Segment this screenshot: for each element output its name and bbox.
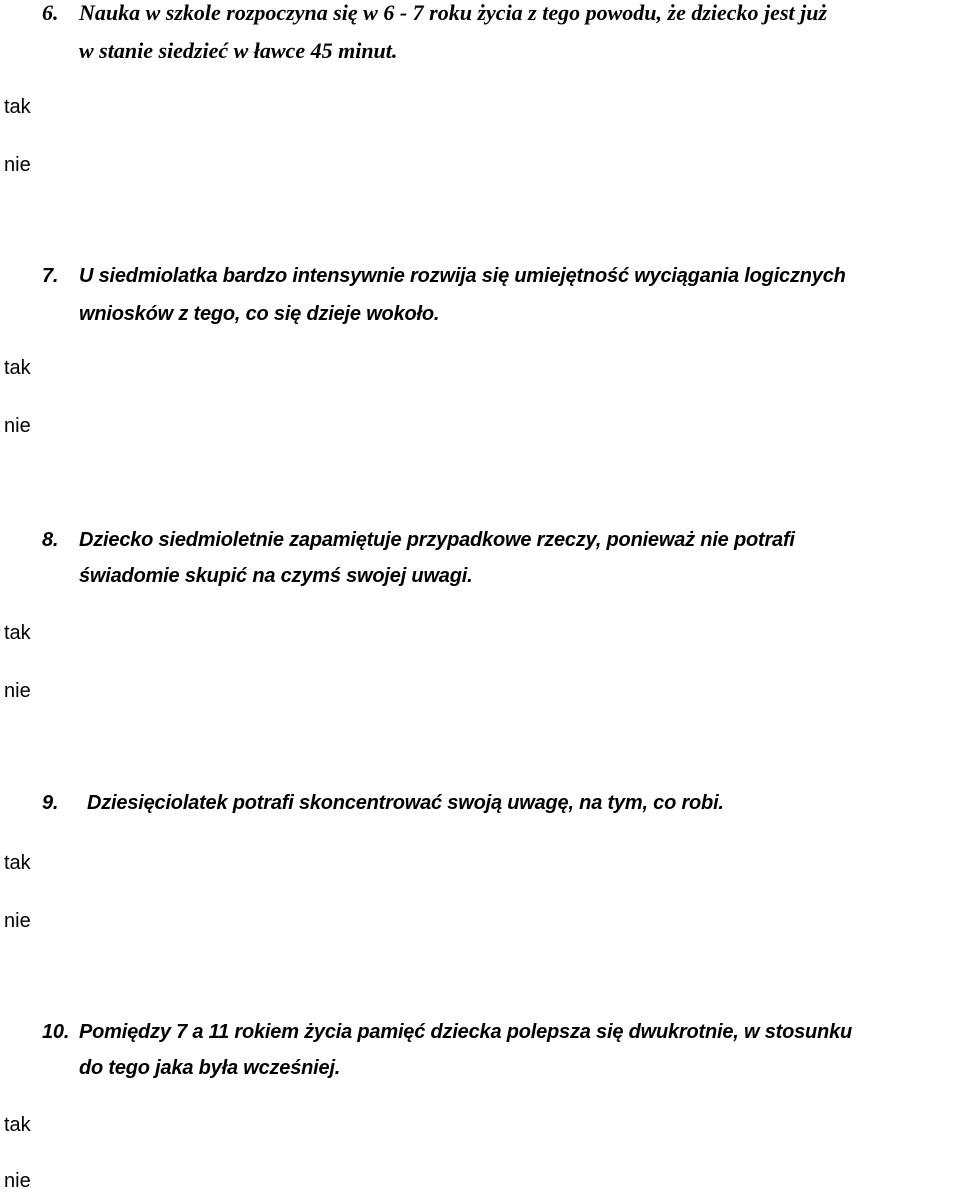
answer-yes[interactable]: tak bbox=[4, 852, 31, 874]
answer-no[interactable]: nie bbox=[4, 154, 31, 176]
question-number: 9. bbox=[42, 792, 59, 814]
question-text-line-1: Dziesięciolatek potrafi skoncentrować swoją uwagę, na tym, co robi. bbox=[87, 792, 724, 814]
question-text-line-1: Pomiędzy 7 a 11 rokiem życia pamięć dziecka polepsza się dwukrotnie, w stosunku bbox=[79, 1021, 853, 1043]
question-7 bbox=[42, 257, 952, 333]
question-10 bbox=[42, 1014, 952, 1086]
question-text-line-1: U siedmiolatka bardzo intensywnie rozwija się umiejętność wyciągania logicznych bbox=[79, 265, 846, 287]
answer-no[interactable]: nie bbox=[4, 415, 31, 437]
question-number: 10. bbox=[42, 1021, 70, 1043]
question-number: 6. bbox=[42, 0, 59, 25]
question-text-line-1: Nauka w szkole rozpoczyna się w 6 - 7 roku życia z tego powodu, że dziecko jest już bbox=[79, 0, 828, 25]
question-8 bbox=[42, 522, 952, 594]
question-text-line-2: w stanie siedzieć w ławce 45 minut. bbox=[79, 38, 398, 63]
answer-yes[interactable]: tak bbox=[4, 622, 31, 644]
question-text-line-2: wniosków z tego, co się dzieje wokoło. bbox=[79, 303, 440, 325]
answer-no[interactable]: nie bbox=[4, 1170, 31, 1192]
answer-no[interactable]: nie bbox=[4, 680, 31, 702]
question-6 bbox=[42, 0, 952, 70]
answer-yes[interactable]: tak bbox=[4, 96, 31, 118]
question-number: 7. bbox=[42, 265, 59, 287]
answer-yes[interactable]: tak bbox=[4, 357, 31, 379]
question-text-line-2: świadomie skupić na czymś swojej uwagi. bbox=[79, 565, 473, 587]
answer-yes[interactable]: tak bbox=[4, 1114, 31, 1136]
question-number: 8. bbox=[42, 529, 59, 551]
answer-no[interactable]: nie bbox=[4, 910, 31, 932]
question-text-line-2: do tego jaka była wcześniej. bbox=[79, 1057, 341, 1079]
question-text-line-1: Dziecko siedmioletnie zapamiętuje przypadkowe rzeczy, ponieważ nie potrafi bbox=[79, 529, 795, 551]
question-9 bbox=[42, 784, 952, 822]
